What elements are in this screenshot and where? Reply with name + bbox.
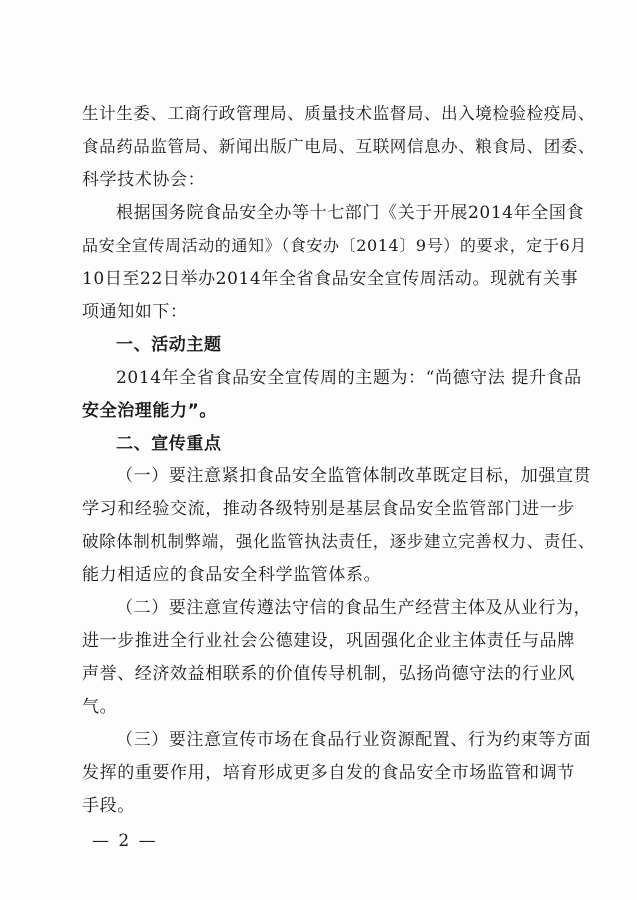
- text-line: 破除体制机制弊端，强化监管执法责任，逐步建立完善权力、责任、: [82, 532, 595, 551]
- text-line: 能力相适应的食品安全科学监管体系。: [82, 565, 382, 585]
- text-line: 发挥的重要作用，培育形成更多自发的食品安全市场监管和调节: [82, 763, 575, 783]
- text-line: （一）要注意紧扣食品安全监管体制改革既定目标，加强宣贯: [116, 466, 592, 486]
- text-line: 品安全宣传周活动的通知》（食安办〔2014〕9号）的要求，定于6月: [82, 236, 587, 255]
- text-line: 生计生委、工商行政管理局、质量技术监督局、出入境检验检疫局、: [82, 104, 595, 123]
- text-line: 进一步推进全行业社会公德建设，巩固强化企业主体责任与品牌: [82, 631, 575, 651]
- page-number: — 2 —: [92, 831, 158, 851]
- text-line: （二）要注意宣传遵法守信的食品生产经营主体及从业行为，: [116, 598, 592, 618]
- text-line: 根据国务院食品安全办等十七部门《关于开展2014年全国食: [116, 203, 585, 223]
- text-line: 2014年全省食品安全宣传周的主题为：“尚德守法 提升食品: [116, 368, 582, 388]
- text-line: 食品药品监管局、新闻出版广电局、互联网信息办、粮食局、团委、: [82, 137, 595, 156]
- text-line: 气。: [82, 697, 118, 717]
- text-line: 安全治理能力”。: [82, 401, 217, 421]
- text-line: 项通知如下：: [82, 302, 188, 322]
- text-line: 科学技术协会：: [82, 170, 206, 190]
- text-line: （三）要注意宣传市场在食品行业资源配置、行为约束等方面: [116, 730, 592, 750]
- section-heading: 二、宣传重点: [116, 434, 222, 454]
- text-line: 学习和经验交流，推动各级特别是基层食品安全监管部门进一步: [82, 499, 575, 519]
- text-line: 声誉、经济效益相联系的价值传导机制，弘扬尚德守法的行业风: [82, 664, 575, 684]
- text-line: 10日至22日举办2014年全省食品安全宣传周活动。现就有关事: [82, 269, 579, 289]
- section-heading: 一、活动主题: [116, 335, 222, 355]
- text-line: 手段。: [82, 796, 135, 816]
